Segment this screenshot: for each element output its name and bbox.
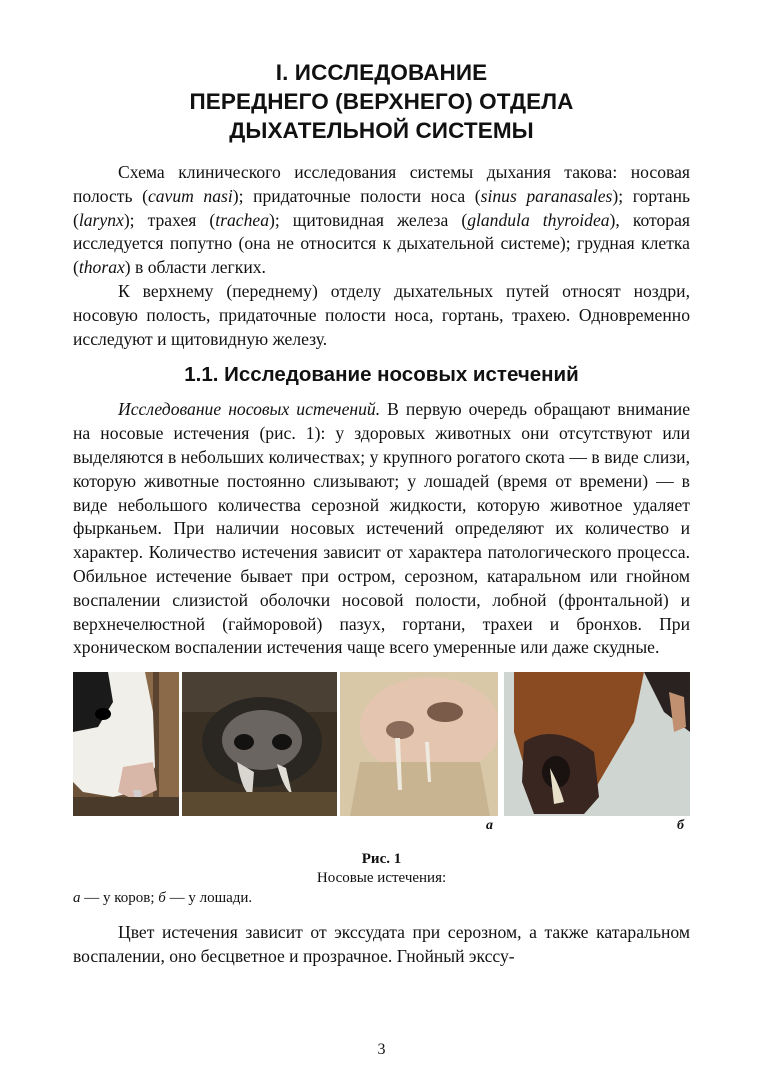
latin-term: trachea [215, 209, 269, 230]
legend-key-a: а [73, 890, 81, 907]
figure-title: Носовые истечения: [316, 870, 447, 887]
latin-term: glandula thyroidea [467, 209, 610, 230]
photo-horse-nose [504, 672, 690, 816]
figure-label-a: а [486, 818, 493, 834]
intro-paragraph-2: К верхнему (переднему) отделу дыхательных путей относят ноздри, носовую полость, придаточные полости носа, гортань, трахею. Одновременно исследуют и щитовидную железу. [73, 280, 690, 349]
figure-caption [73, 850, 690, 888]
text-run: ), которая исследуется попутно (она не относится к дыхательной системе); грудная клетка ( [73, 209, 690, 278]
figure-number: Рис. 1 [361, 851, 402, 868]
photo-cow-dark-nose [182, 672, 337, 816]
text-run: ) в области легких. [124, 257, 266, 278]
figure-legend [73, 890, 690, 907]
text-run: В первую очередь обращают внимание на носовые истечения (рис. 1): у здоровых животных они отсутствуют или выделяются в небольших количествах; у крупного рогатого скота — в виде слизи, которую животные постоянно слизывают; у лошадей (время от времени) — в виде небольшого количества серозной жидкости, которую животное удаляет фырканьем. При наличии носовых истечений определяют их количество и характер. Количество истечения зависит от характера патологического процесса. Обильное истечение бывает при остром, серозном, катаральном или гнойном воспалении слизистой оболочки носовой полости, лобной (фронтальной) и верхнечелюстной (гайморовой) пазух, гортани, трахеи и бронхов. При хроническом воспалении истечения чаще всего умеренные или даже скудные. [73, 399, 690, 658]
legend-key-b: б [158, 890, 166, 907]
text-run: ); придаточные полости носа ( [232, 185, 481, 206]
photo-cow-holstein [73, 672, 179, 816]
text-run: ); трахея ( [123, 209, 216, 230]
latin-term: cavum nasi [147, 185, 233, 206]
text-run: ); щитовидная железа ( [269, 209, 468, 230]
chapter-title-line-3: ДЫХАТЕЛЬНОЙ СИСТЕМЫ [229, 118, 534, 143]
page-number: 3 [377, 1041, 386, 1058]
latin-term: thorax [78, 257, 125, 278]
section-paragraph-1 [73, 398, 690, 660]
latin-term: larynx [78, 209, 124, 230]
intro-paragraph-1 [73, 161, 690, 280]
latin-term: sinus paranasales [480, 185, 613, 206]
text-run: ); гортань ( [73, 185, 691, 230]
figure-1 [73, 672, 690, 834]
photo-cow-pink-nose [340, 672, 498, 816]
text-run: Схема клинического исследования системы дыхания такова: носовая полость ( [73, 162, 690, 206]
legend-text-b: — у лошади. [165, 890, 253, 907]
legend-text-a: — у коров; [80, 890, 159, 907]
section-title: 1.1. Исследование носовых истечений [184, 363, 579, 387]
figure-label-b: б [677, 818, 684, 834]
page [73, 50, 690, 969]
continuation-paragraph: Цвет истечения зависит от экссудата при серозном, а также катаральном воспалении, оно бесцветное и прозрачное. Гнойный экссу- [73, 922, 690, 966]
chapter-title-line-1: I. ИССЛЕДОВАНИЕ [275, 60, 488, 85]
chapter-title [73, 58, 690, 145]
paragraph-lead: Исследование носовых истечений. [118, 399, 381, 420]
chapter-title-line-2: ПЕРЕДНЕГО (ВЕРХНЕГО) ОТДЕЛА [189, 89, 574, 114]
